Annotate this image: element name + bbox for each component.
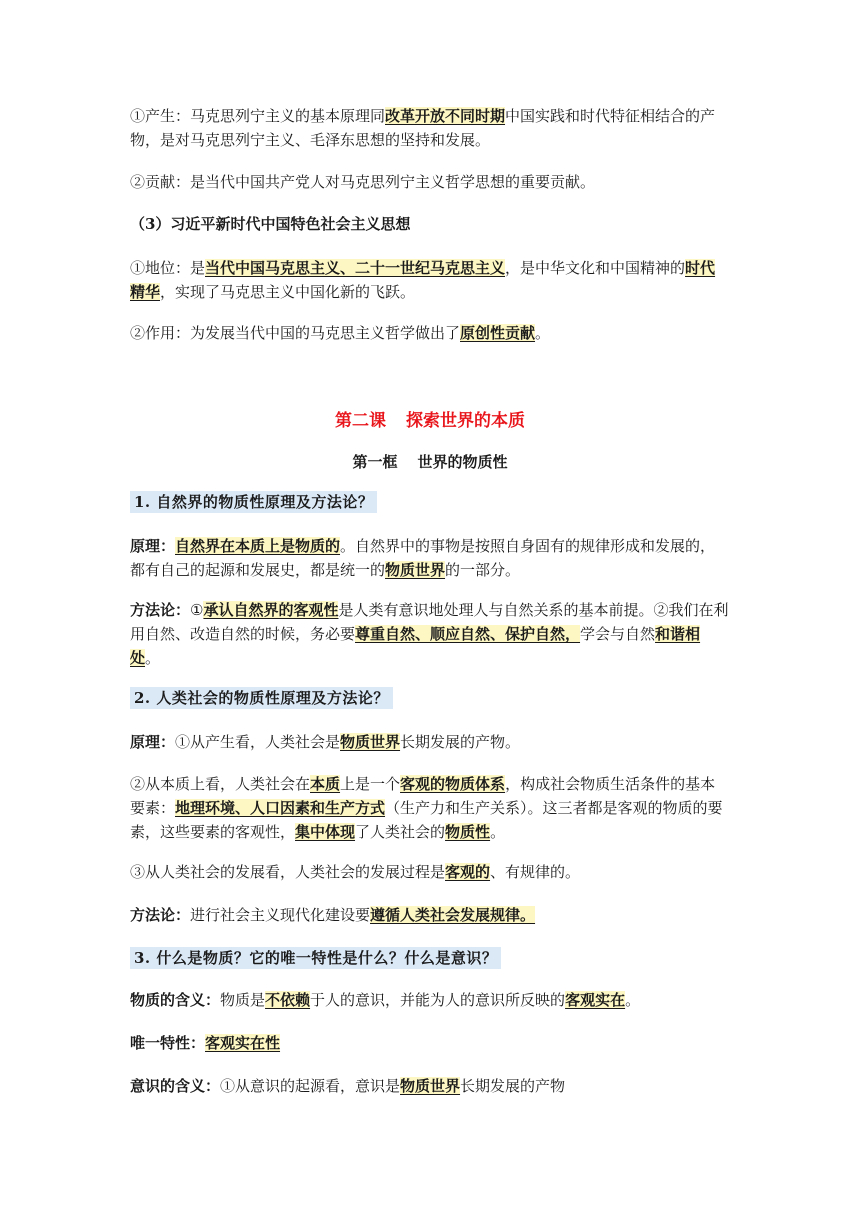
highlight: 当代中国马克思主义、二十一世纪马克思主义	[205, 259, 506, 277]
highlight: 集中体现	[295, 823, 356, 841]
label: 原理：	[130, 537, 176, 555]
frame-title	[0, 451, 860, 472]
highlight: 客观的	[445, 863, 491, 881]
text: 。	[490, 823, 506, 841]
highlight: 物质世界	[385, 561, 446, 579]
paragraph-q2-methodology	[130, 903, 730, 927]
text: 学会与自然	[580, 625, 656, 643]
text: 。	[145, 649, 161, 667]
text: ①从产生看，人类社会是	[175, 733, 341, 751]
text: （生产力和生产关系）。这三者都是客观的物质的要素，这些要素的客观性，	[130, 799, 723, 841]
label: 方法论：	[130, 906, 191, 924]
paragraph-q1-methodology	[130, 598, 730, 670]
highlight: 尊重自然、顺应自然、保护自然，	[355, 625, 581, 643]
text: ，构成社会物质生活条件的基本要素：	[130, 775, 716, 817]
highlight: 时代精华	[130, 259, 716, 301]
highlight: 物质性	[445, 823, 491, 841]
lesson-title	[0, 406, 860, 431]
question-heading-2: 2. 人类社会的物质性原理及方法论？	[130, 687, 393, 709]
highlight: 客观实在性	[205, 1034, 281, 1052]
text: 长期发展的产物	[460, 1077, 566, 1095]
paragraph-role	[130, 321, 730, 345]
text: ②从本质上看，人类社会在	[130, 775, 311, 793]
label: 唯一特性：	[130, 1034, 206, 1052]
text: 于人的意识，并能为人的意识所反映的	[310, 991, 566, 1009]
highlight: 和谐相处	[130, 625, 701, 667]
text: 物质是	[220, 991, 266, 1009]
label: 方法论：	[130, 601, 191, 619]
label: 原理：	[130, 733, 176, 751]
text: ，是中华文化和中国精神的	[505, 259, 686, 277]
highlight: 自然界在本质上是物质的	[175, 537, 341, 555]
highlight: 物质世界	[400, 1077, 461, 1095]
text: 上是一个	[340, 775, 401, 793]
text: 的一部分。	[445, 561, 521, 579]
text: 。自然界中的事物是按照自身固有的规律形成和发展的，都有自己的起源和发展史，都是统一的	[130, 537, 716, 579]
highlight: 物质世界	[340, 733, 401, 751]
paragraph-q2-essence	[130, 772, 730, 844]
text: 长期发展的产物。	[400, 733, 521, 751]
paragraph-q3-consciousness	[130, 1074, 730, 1098]
label: 物质的含义：	[130, 991, 221, 1009]
text: 是人类有意识地处理人与自然关系的基本前提。②我们在利用自然、改造自然的时候，务必要	[130, 601, 729, 643]
paragraph-q2-principle	[130, 730, 730, 754]
paragraph-origin	[130, 104, 730, 152]
text: ②作用：为发展当代中国的马克思主义哲学做出了	[130, 324, 461, 342]
highlight: 客观的物质体系	[400, 775, 506, 793]
frame-number: 第一框	[352, 453, 398, 471]
paragraph-status	[130, 256, 730, 304]
paragraph-q1-principle	[130, 534, 730, 582]
text: 中国实践和时代特征相结合的产物，是对马克思列宁主义、毛泽东思想的坚持和发展。	[130, 107, 716, 149]
highlight: 改革开放不同时期	[385, 107, 506, 125]
text: ③从人类社会的发展看，人类社会的发展过程是	[130, 863, 446, 881]
text: ①产生：马克思列宁主义的基本原理同	[130, 107, 386, 125]
text: 、有规律的。	[490, 863, 581, 881]
paragraph-q3-property	[130, 1031, 730, 1055]
highlight: 不依赖	[265, 991, 311, 1009]
section-heading-xi-thought: （3）习近平新时代中国特色社会主义思想	[130, 215, 411, 233]
lesson-name: 探索世界的本质	[406, 411, 525, 431]
question-heading-3: 3. 什么是物质？它的唯一特性是什么？什么是意识？	[130, 947, 501, 969]
text: ①地位：是	[130, 259, 206, 277]
frame-name: 世界的物质性	[417, 453, 508, 471]
highlight: 客观实在	[565, 991, 626, 1009]
text: 。	[535, 324, 551, 342]
highlight: 地理环境、人口因素和生产方式	[175, 799, 386, 817]
text: 进行社会主义现代化建设要	[190, 906, 371, 924]
highlight: 原创性贡献	[460, 324, 536, 342]
paragraph-contribution: ②贡献：是当代中国共产党人对马克思列宁主义哲学思想的重要贡献。	[130, 173, 596, 191]
paragraph-q2-development	[130, 860, 730, 884]
highlight: 本质	[310, 775, 341, 793]
highlight: 承认自然界的客观性	[203, 601, 339, 619]
paragraph-q3-matter	[130, 988, 730, 1012]
text: ①	[190, 601, 204, 619]
text: 。	[625, 991, 641, 1009]
text: ①从意识的起源看，意识是	[220, 1077, 401, 1095]
highlight: 遵循人类社会发展规律。	[370, 906, 536, 924]
label: 意识的含义：	[130, 1077, 221, 1095]
question-heading-1: 1. 自然界的物质性原理及方法论？	[130, 491, 377, 513]
text: ，实现了马克思主义中国化新的飞跃。	[160, 283, 416, 301]
text: 了人类社会的	[355, 823, 446, 841]
lesson-number: 第二课	[335, 411, 386, 431]
